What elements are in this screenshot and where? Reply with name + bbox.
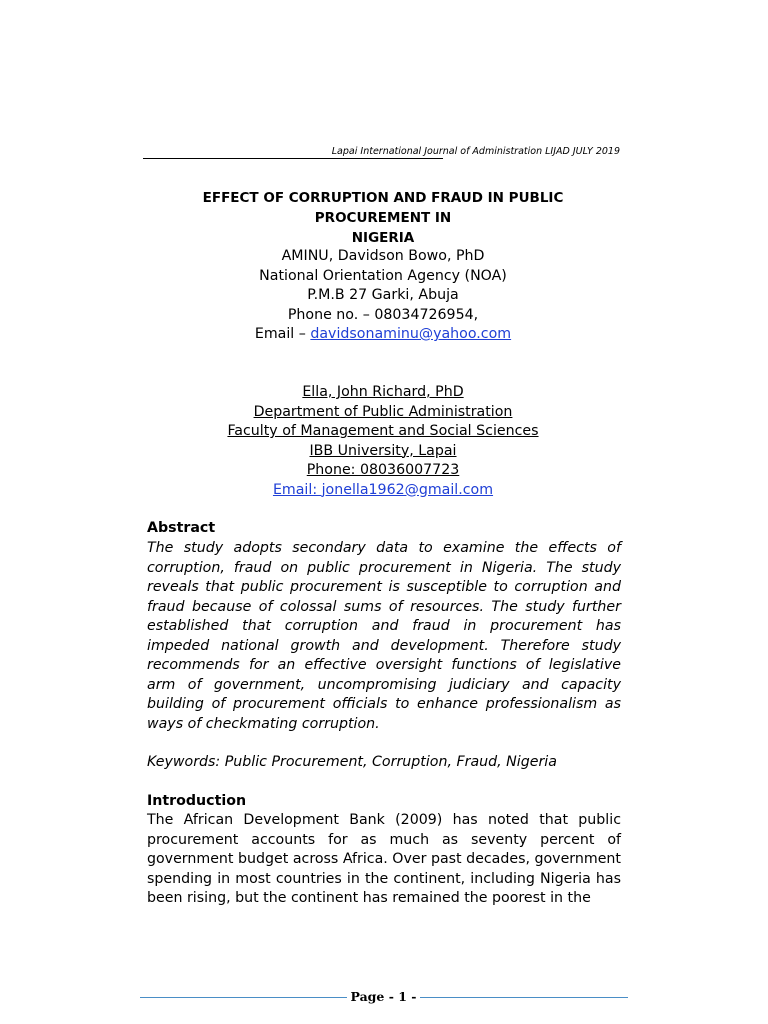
page-footer — [140, 988, 628, 1008]
header-rule — [143, 158, 443, 159]
introduction-body: The African Development Bank (2009) has noted that public procurement accounts for as much as seventy percent of government budget across Africa. Over past decades, government spending in most countries in the continent, including Nigeria has been rising, but the continent has remained the poorest in the — [147, 812, 621, 906]
author-2-email-link[interactable]: Email: jonella1962@gmail.com — [272, 481, 494, 498]
keywords: Keywords: Public Procurement, Corruption, Fraud, Nigeria — [147, 754, 557, 770]
author-2-name: Ella, John Richard, PhD — [302, 384, 464, 400]
author-1-block — [143, 247, 623, 345]
author-2-faculty: Faculty of Management and Social Sciences — [227, 423, 539, 439]
paper-title — [143, 188, 623, 248]
author-2-university: IBB University, Lapai — [309, 442, 457, 459]
author-1-phone: Phone no. – 08034726954, — [287, 306, 479, 323]
author-1-email-label: Email – — [254, 326, 311, 342]
introduction-heading: Introduction — [147, 793, 247, 809]
title-line-2: NIGERIA — [351, 230, 415, 246]
author-2-block — [143, 383, 623, 500]
abstract-body: The study adopts secondary data to examine the effects of corruption, fraud on public procurement in Nigeria. The study reveals that public procurement is susceptible to corruption and fraud because of colossal sums of resources. The study further established that corruption and fraud in procurement has impeded national growth and development. Therefore study recommends for an effective oversight functions of legislative arm of government, uncompromising judiciary and capacity building of procurement officials to enhance professionalism as ways of checkmating corruption. — [147, 540, 621, 732]
running-header — [143, 146, 620, 160]
author-1-address: P.M.B 27 Garki, Abuja — [307, 287, 459, 303]
footer-rule-left — [140, 997, 347, 998]
author-1-email-line — [143, 325, 623, 345]
page-number: Page - 1 - — [350, 989, 417, 1004]
author-1-email-link[interactable]: davidsonaminu@yahoo.com — [310, 326, 512, 342]
journal-name: Lapai International Journal of Administration LIJAD JULY 2019 — [331, 146, 620, 157]
author-2-dept: Department of Public Administration — [253, 403, 513, 420]
author-1-org: National Orientation Agency (NOA) — [259, 267, 507, 284]
title-line-1: EFFECT OF CORRUPTION AND FRAUD IN PUBLIC PROCUREMENT IN — [202, 190, 564, 226]
footer-rule-right — [420, 997, 628, 998]
author-2-phone: Phone: 08036007723 — [306, 462, 460, 478]
author-1-name: AMINU, Davidson Bowo, PhD — [281, 248, 485, 264]
abstract-heading: Abstract — [147, 520, 216, 536]
